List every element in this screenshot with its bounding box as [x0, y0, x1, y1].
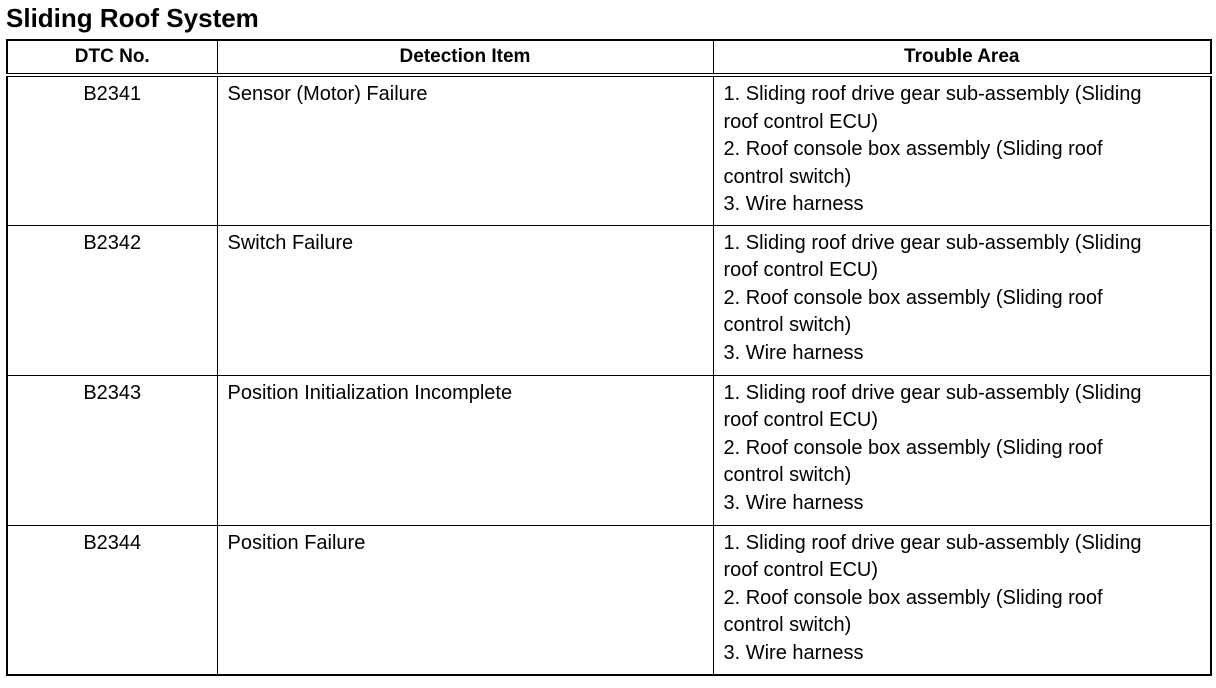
table-header-row — [7, 40, 1211, 75]
dtc-code: B2342 — [7, 225, 217, 375]
trouble-line: 2. Roof console box assembly (Sliding roof — [723, 138, 1103, 160]
dtc-code: B2341 — [7, 75, 217, 225]
trouble-line: control switch) — [723, 614, 852, 636]
trouble-line: 1. Sliding roof drive gear sub-assembly (Sliding — [723, 531, 1142, 554]
header-trouble-area: Trouble Area — [713, 40, 1211, 75]
header-dtc-no: DTC No. — [7, 40, 217, 75]
trouble-area — [713, 375, 1211, 525]
dtc-code: B2343 — [7, 375, 217, 525]
detection-item: Position Failure — [217, 525, 713, 675]
trouble-line: 2. Roof console box assembly (Sliding roof — [723, 436, 1103, 459]
header-detection-item: Detection Item — [217, 40, 713, 75]
table-row — [7, 75, 1211, 225]
trouble-line: 2. Roof console box assembly (Sliding roof — [723, 286, 1103, 309]
trouble-area — [713, 75, 1211, 225]
table-row — [7, 375, 1211, 525]
trouble-area — [713, 225, 1211, 375]
trouble-line: 3. Wire harness — [723, 491, 864, 514]
page-title: Sliding Roof System — [6, 3, 259, 33]
trouble-line: 3. Wire harness — [723, 341, 864, 364]
trouble-line: 3. Wire harness — [723, 193, 864, 215]
table-row — [7, 225, 1211, 375]
trouble-area — [713, 525, 1211, 675]
trouble-line: roof control ECU) — [723, 559, 878, 581]
trouble-line: roof control ECU) — [723, 259, 878, 281]
dtc-code: B2344 — [7, 525, 217, 675]
trouble-line: 1. Sliding roof drive gear sub-assembly (Sliding — [723, 231, 1142, 254]
trouble-line: 2. Roof console box assembly (Sliding roof — [723, 586, 1103, 609]
detection-item: Position Initialization Incomplete — [217, 375, 713, 525]
dtc-table — [6, 39, 1212, 676]
detection-item: Switch Failure — [217, 225, 713, 375]
table-row — [7, 525, 1211, 675]
trouble-line: 1. Sliding roof drive gear sub-assembly (Sliding — [723, 83, 1142, 105]
trouble-line: control switch) — [723, 165, 852, 188]
trouble-line: control switch) — [723, 464, 852, 486]
trouble-line: roof control ECU) — [723, 110, 878, 133]
trouble-line: control switch) — [723, 314, 852, 336]
trouble-line: 3. Wire harness — [723, 641, 864, 664]
trouble-line: 1. Sliding roof drive gear sub-assembly (Sliding — [723, 381, 1142, 404]
detection-item: Sensor (Motor) Failure — [217, 75, 713, 225]
trouble-line: roof control ECU) — [723, 409, 878, 431]
